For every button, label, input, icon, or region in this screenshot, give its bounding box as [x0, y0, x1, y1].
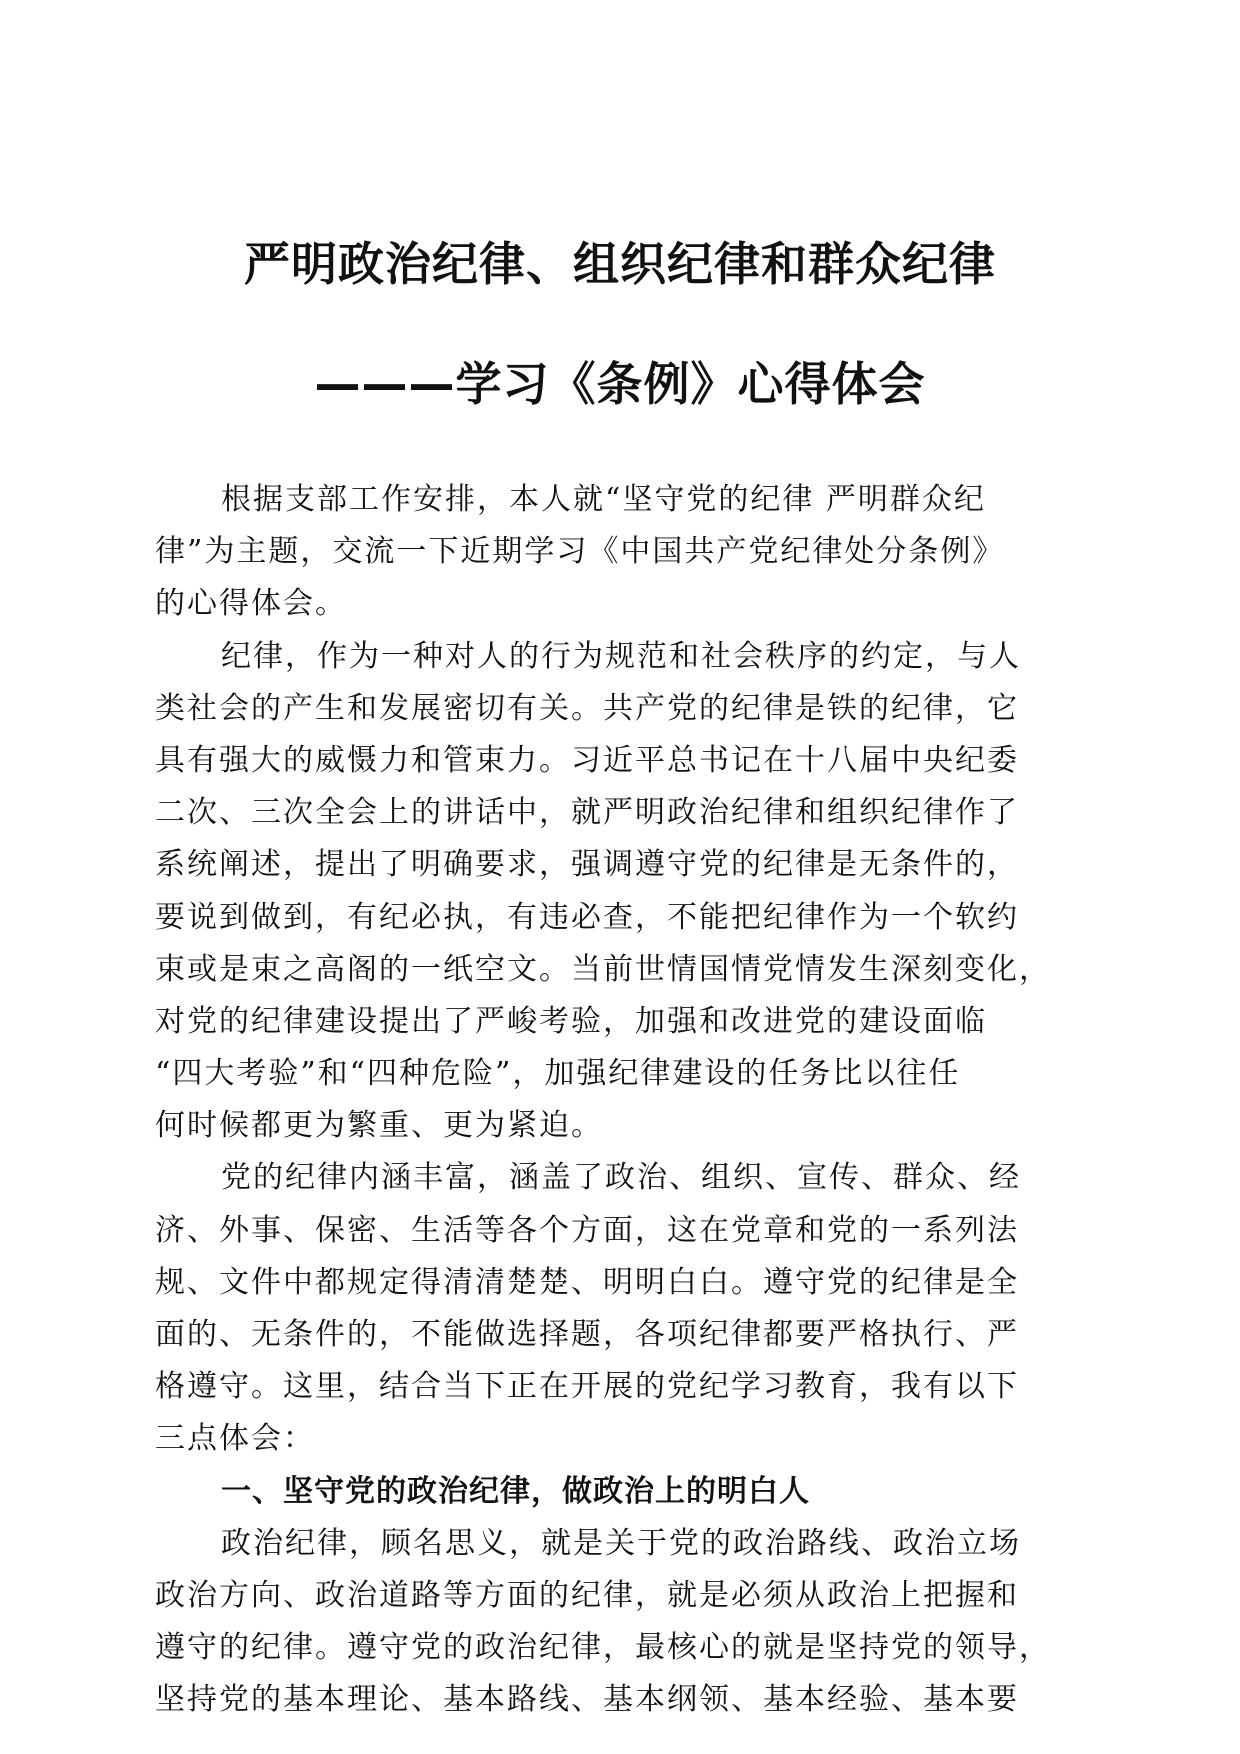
body-text-line: 的心得体会。	[155, 586, 347, 622]
body-text-line: 坚持党的基本理论、基本路线、基本纲领、基本经验、基本要	[155, 1682, 1019, 1718]
body-text-line: 二次、三次全会上的讲话中，就严明政治纪律和组织纪律作了	[155, 795, 1019, 831]
body-text-line: 面的、无条件的，不能做选择题，各项纪律都要严格执行、严	[155, 1317, 1019, 1352]
body-text-line: 政治方向、政治道路等方面的纪律，就是必须从政治上把握和	[155, 1577, 1019, 1613]
body-text-line: 纪律，作为一种对人的行为规范和社会秩序的约定，与人	[221, 638, 1021, 674]
body-text-line: 根据支部工作安排，本人就“坚守党的纪律 严明群众纪	[221, 482, 986, 517]
section-heading: 一、坚守党的政治纪律，做政治上的明白人	[221, 1473, 810, 1509]
body-text-line: 党的纪律内涵丰富，涵盖了政治、组织、宣传、群众、经	[221, 1160, 1021, 1196]
body-text-line: 类社会的产生和发展密切有关。共产党的纪律是铁的纪律，它	[155, 690, 1019, 726]
body-text-line: 三点体会：	[155, 1421, 315, 1457]
body-text-line: 规、文件中都规定得清清楚楚、明明白白。遵守党的纪律是全	[155, 1264, 1019, 1300]
body-text-line: 系统阐述，提出了明确要求，强调遵守党的纪律是无条件的，	[155, 847, 1019, 883]
body-text-line: 对党的纪律建设提出了严峻考验，加强和改进党的建设面临	[155, 1003, 987, 1039]
body-text-line: 格遵守。这里，结合当下正在开展的党纪学习教育，我有以下	[155, 1369, 1019, 1405]
body-text-line: 束或是束之高阁的一纸空文。当前世情国情党情发生深刻变化，	[155, 951, 1051, 987]
title-subtitle: ———学习《条例》心得体会	[314, 357, 926, 411]
body-text-line: 要说到做到，有纪必执，有违必查，不能把纪律作为一个软约	[155, 899, 1019, 935]
body-text-line: “四大考验”和“四种危险”，加强纪律建设的任务比以往任	[155, 1056, 961, 1092]
body-text-line: 具有强大的威慑力和管束力。习近平总书记在十八届中央纪委	[155, 742, 1019, 778]
body-text-line: 何时候都更为繁重、更为紧迫。	[155, 1108, 603, 1144]
body-text-line: 遵守的纪律。遵守党的政治纪律，最核心的就是坚持党的领导，	[155, 1630, 1051, 1666]
title-main: 严明政治纪律、组织纪律和群众纪律	[244, 237, 996, 291]
body-text-line: 律”为主题，交流一下近期学习《中国共产党纪律处分条例》	[155, 534, 1005, 570]
document-body	[155, 474, 1085, 1727]
body-text-line: 政治纪律，顾名思义，就是关于党的政治路线、政治立场	[221, 1525, 1021, 1561]
body-text-line: 济、外事、保密、生活等各个方面，这在党章和党的一系列法	[155, 1212, 1019, 1248]
